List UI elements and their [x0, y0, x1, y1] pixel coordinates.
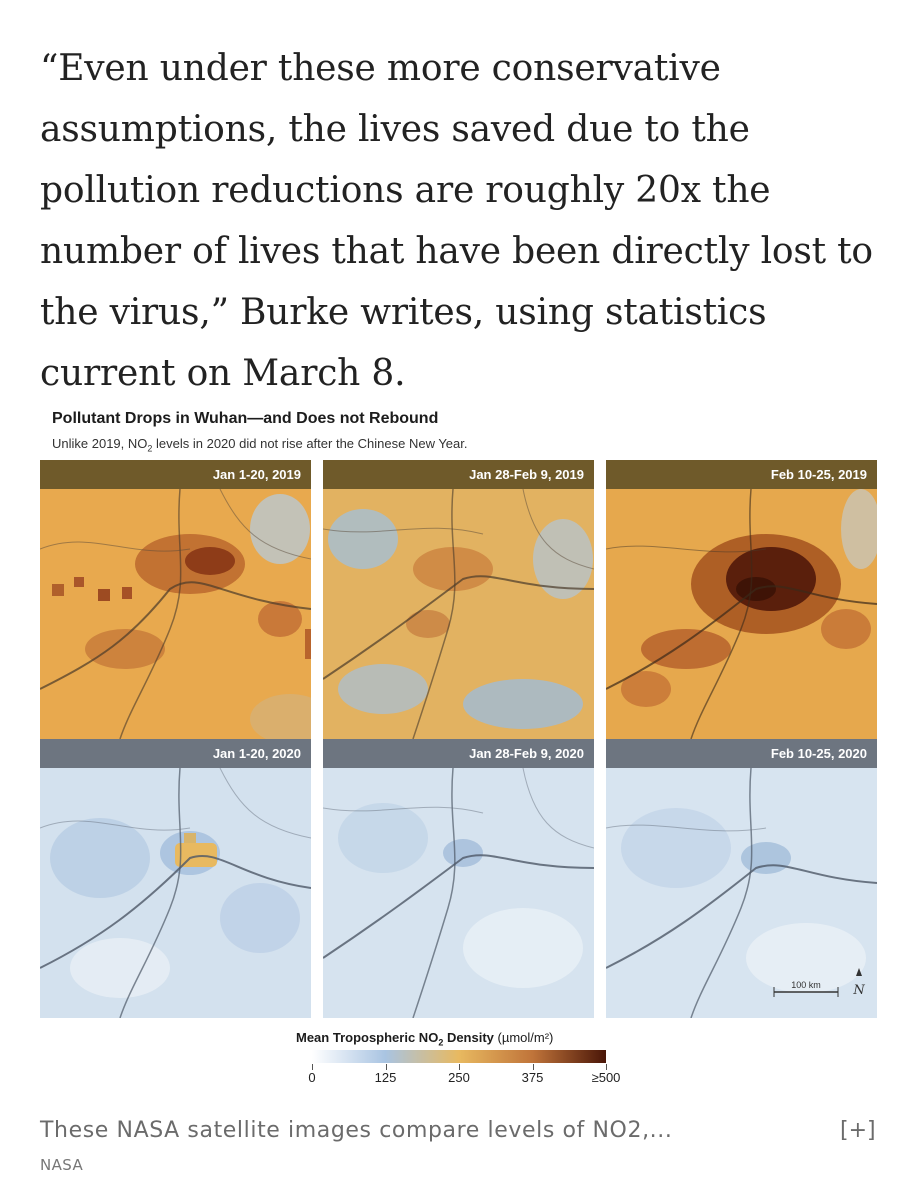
pollution-map: [606, 489, 877, 739]
article-quote: “Even under these more conservative assumptions, the lives saved due to the pollution reductions are roughly 20x the number of lives that have been directly lost to the virus,” Burke writes, using statistics current on March 8.: [40, 48, 873, 394]
pollution-map: [606, 768, 877, 1018]
panel-label: Jan 1-20, 2019: [40, 460, 311, 489]
pollution-map: [40, 489, 311, 739]
legend-tick-label: 125: [374, 1070, 397, 1085]
figure-title: Pollutant Drops in Wuhan—and Does not Rebound: [52, 410, 439, 427]
pollution-map: [40, 768, 311, 1018]
legend-tick-label: 250: [448, 1070, 470, 1085]
image-caption: These NASA satellite images compare levels of NO2,...: [40, 1118, 673, 1143]
map-panel-jan28-feb9-2019: [323, 460, 594, 739]
figure-subtitle: Unlike 2019, $NO_2$ levels in 2020 did not rise after the Chinese New Year.: [52, 436, 468, 454]
scale-bar-label: 100 km: [791, 980, 821, 990]
legend-tick-label: ≥500: [591, 1070, 621, 1085]
panel-label: Jan 28-Feb 9, 2019: [323, 460, 594, 489]
legend-color-bar: [312, 1050, 606, 1063]
svg-text:N: N: [853, 983, 865, 998]
pollution-map: [323, 489, 594, 739]
no2-comparison-figure: [40, 398, 878, 1094]
image-credit: NASA: [40, 1156, 84, 1174]
pollution-map: [323, 768, 594, 1018]
expand-caption-button[interactable]: [+]: [840, 1118, 876, 1143]
map-panel-feb10-25-2019: [606, 460, 877, 739]
map-panel-jan1-20-2020: [40, 739, 311, 1018]
legend-title: Mean Tropospheric $NO_2$ Density (µmol/m²): [296, 1030, 554, 1048]
legend-tick-label: 375: [521, 1070, 544, 1085]
legend-tick-label: 0: [308, 1070, 316, 1085]
panel-label: Feb 10-25, 2019: [606, 460, 877, 489]
map-panel-jan28-feb9-2020: [323, 739, 594, 1018]
map-panel-feb10-25-2020: [606, 739, 877, 1018]
panel-label: Feb 10-25, 2020: [606, 739, 877, 768]
panel-label: Jan 28-Feb 9, 2020: [323, 739, 594, 768]
map-panel-jan1-20-2019: [40, 460, 311, 739]
panel-label: Jan 1-20, 2020: [40, 739, 311, 768]
